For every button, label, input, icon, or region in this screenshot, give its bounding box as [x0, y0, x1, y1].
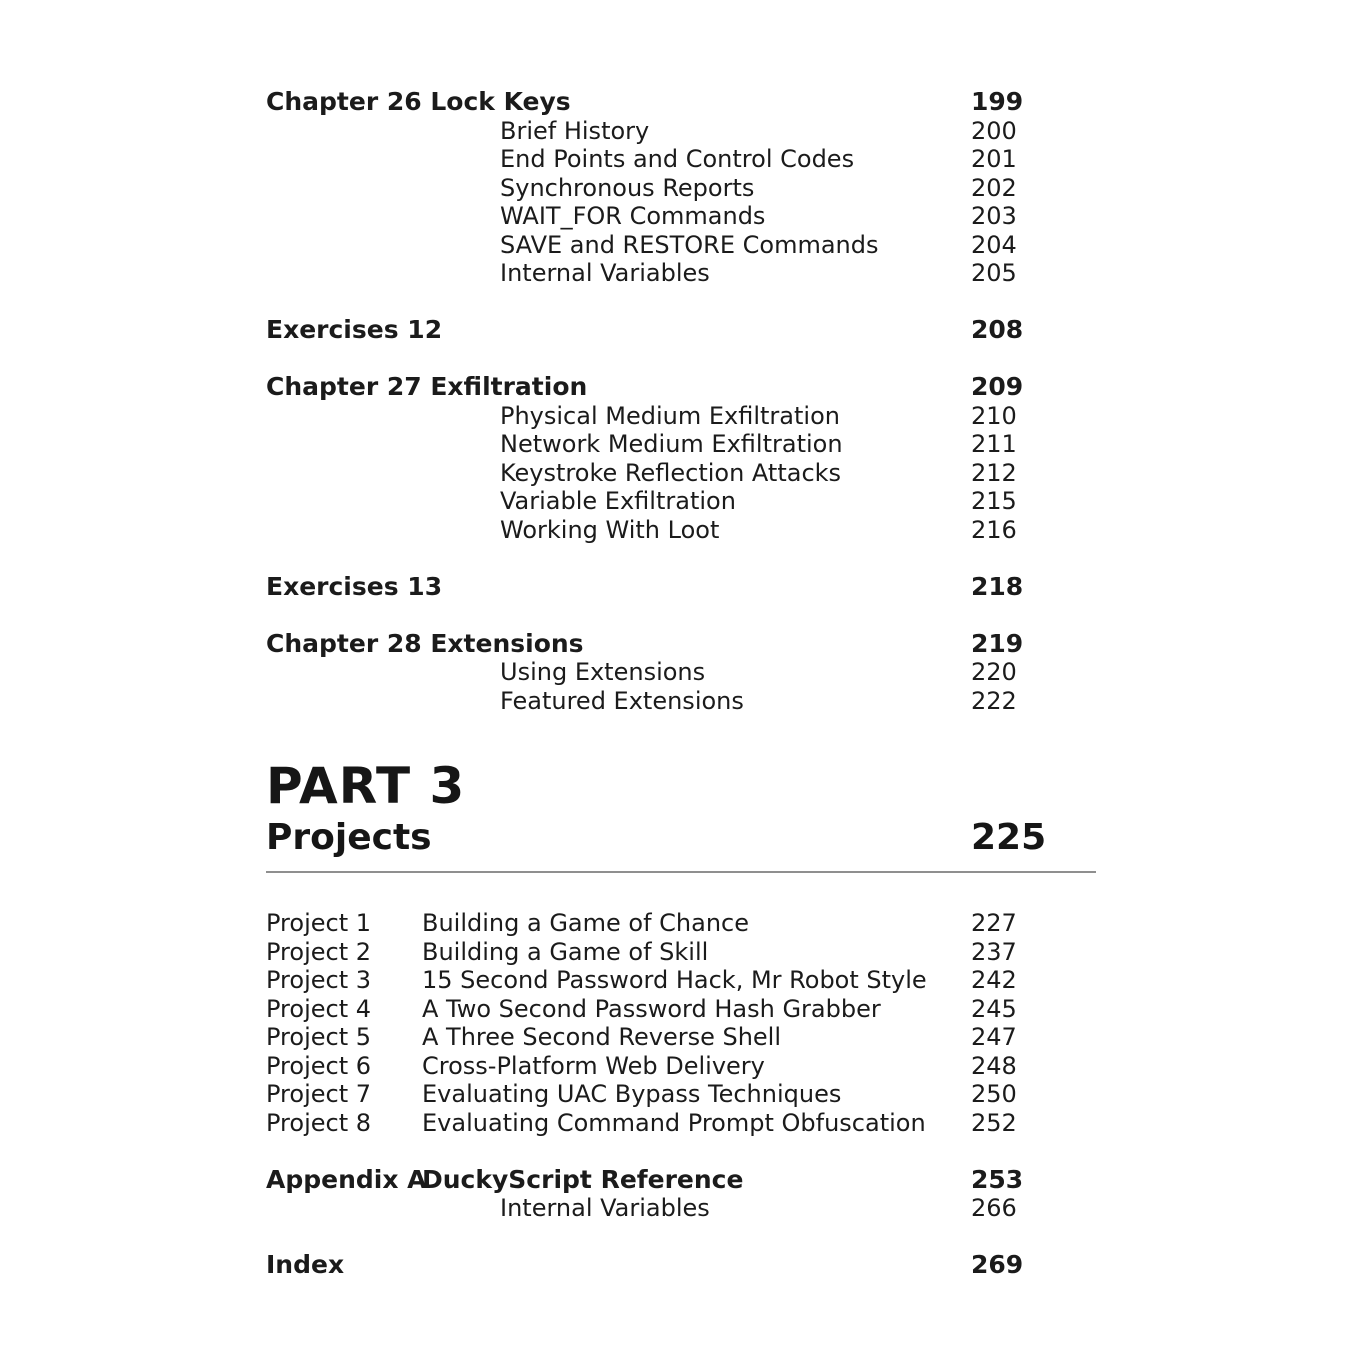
toc-content — [266, 88, 1096, 1280]
project-row — [266, 1023, 1096, 1052]
part-title: Projects — [266, 817, 432, 858]
project-title: A Three Second Reverse Shell — [422, 1023, 782, 1051]
page-number: 215 — [971, 487, 1017, 515]
page-number: 200 — [971, 116, 1017, 145]
toc-sub-row — [266, 202, 1096, 231]
project-title: A Two Second Password Hash Grabber — [422, 994, 881, 1023]
section-title: Brief History — [500, 116, 650, 145]
page-number: 248 — [971, 1051, 1017, 1080]
index-title: Index — [266, 1250, 345, 1279]
page-number: 247 — [971, 1023, 1017, 1051]
page-number: 209 — [971, 372, 1024, 401]
toc-sub-row — [266, 402, 1096, 431]
page-number: 245 — [971, 994, 1017, 1023]
appendix-label: Appendix A — [266, 1164, 427, 1194]
page-number: 201 — [971, 145, 1017, 173]
project-label: Project 5 — [266, 1023, 372, 1051]
part-heading-block — [266, 759, 1096, 873]
page-number: 212 — [971, 458, 1017, 487]
toc-sub-row — [266, 516, 1096, 545]
project-title: 15 Second Password Hack, Mr Robot Style — [422, 966, 927, 994]
page-number: 199 — [971, 87, 1024, 116]
page-number: 220 — [971, 658, 1017, 686]
index-row — [266, 1251, 1096, 1280]
page-number: 225 — [971, 817, 1047, 858]
part-title-row — [266, 817, 1096, 859]
page-number: 242 — [971, 966, 1017, 994]
section-divider — [266, 871, 1096, 873]
section-title: Internal Variables — [500, 1194, 710, 1222]
project-label: Project 2 — [266, 937, 372, 966]
toc-sub-row — [266, 658, 1096, 687]
page-number: 269 — [971, 1250, 1024, 1279]
toc-sub-row — [266, 430, 1096, 459]
toc-sub-row — [266, 487, 1096, 516]
page-number: 266 — [971, 1194, 1017, 1222]
section-title: Working With Loot — [500, 515, 720, 544]
page-number: 204 — [971, 230, 1017, 259]
project-label: Project 1 — [266, 909, 372, 937]
appendix-title: DuckyScript Reference — [422, 1164, 744, 1194]
project-title: Building a Game of Skill — [422, 937, 709, 966]
toc-sub-row — [266, 1194, 1096, 1223]
page-number: 203 — [971, 202, 1017, 230]
toc-exercises-row — [266, 316, 1096, 345]
project-title: Evaluating UAC Bypass Techniques — [422, 1080, 842, 1108]
project-row — [266, 995, 1096, 1024]
page-number: 205 — [971, 259, 1017, 287]
page-number: 237 — [971, 937, 1017, 966]
page-number: 218 — [971, 571, 1024, 601]
appendix-row — [266, 1166, 1096, 1195]
toc-sub-row — [266, 259, 1096, 288]
toc-chapter-row — [266, 373, 1096, 402]
section-title: Physical Medium Exfiltration — [500, 401, 840, 430]
toc-sub-row — [266, 117, 1096, 146]
page-number: 202 — [971, 173, 1017, 202]
section-title: Featured Extensions — [500, 686, 744, 715]
section-title: WAIT_FOR Commands — [500, 202, 766, 230]
section-title: Synchronous Reports — [500, 173, 755, 202]
chapter-title: Chapter 27 Exfiltration — [266, 372, 588, 401]
project-label: Project 4 — [266, 994, 372, 1023]
toc-chapter-row — [266, 88, 1096, 117]
page-number: 250 — [971, 1080, 1017, 1108]
project-row — [266, 909, 1096, 938]
project-row — [266, 938, 1096, 967]
toc-chapter-row — [266, 630, 1096, 659]
toc-sub-row — [266, 459, 1096, 488]
toc-sub-row — [266, 145, 1096, 174]
section-title: SAVE and RESTORE Commands — [500, 230, 879, 259]
toc-sub-row — [266, 687, 1096, 716]
chapter-title: Chapter 28 Extensions — [266, 628, 584, 658]
project-row — [266, 966, 1096, 995]
section-title: Using Extensions — [500, 658, 706, 686]
project-title: Cross-Platform Web Delivery — [422, 1051, 765, 1080]
project-row — [266, 1109, 1096, 1138]
section-title: Internal Variables — [500, 259, 710, 287]
project-label: Project 3 — [266, 966, 372, 994]
project-title: Building a Game of Chance — [422, 909, 750, 937]
section-title: End Points and Control Codes — [500, 145, 855, 173]
page-number: 211 — [971, 430, 1017, 458]
project-label: Project 7 — [266, 1080, 372, 1108]
part-kicker: PART 3 — [266, 757, 466, 815]
section-title: Variable Exfiltration — [500, 487, 736, 515]
projects-list — [266, 909, 1096, 1137]
page-number: 222 — [971, 686, 1017, 715]
page-number: 227 — [971, 909, 1017, 937]
section-title: Network Medium Exfiltration — [500, 430, 843, 458]
toc-sub-row — [266, 231, 1096, 260]
page-number: 210 — [971, 401, 1017, 430]
page-number: 219 — [971, 628, 1024, 658]
page-number: 252 — [971, 1108, 1017, 1137]
exercises-title: Exercises 13 — [266, 571, 443, 601]
toc-exercises-row — [266, 573, 1096, 602]
page-number: 208 — [971, 315, 1024, 344]
page-number: 253 — [971, 1164, 1024, 1194]
project-title: Evaluating Command Prompt Obfuscation — [422, 1108, 926, 1137]
project-row — [266, 1080, 1096, 1109]
chapter-title: Chapter 26 Lock Keys — [266, 87, 571, 116]
project-row — [266, 1052, 1096, 1081]
exercises-title: Exercises 12 — [266, 315, 443, 344]
toc-sub-row — [266, 174, 1096, 203]
project-label: Project 8 — [266, 1108, 372, 1137]
page-number: 216 — [971, 515, 1017, 544]
section-title: Keystroke Reflection Attacks — [500, 458, 842, 487]
project-label: Project 6 — [266, 1051, 372, 1080]
